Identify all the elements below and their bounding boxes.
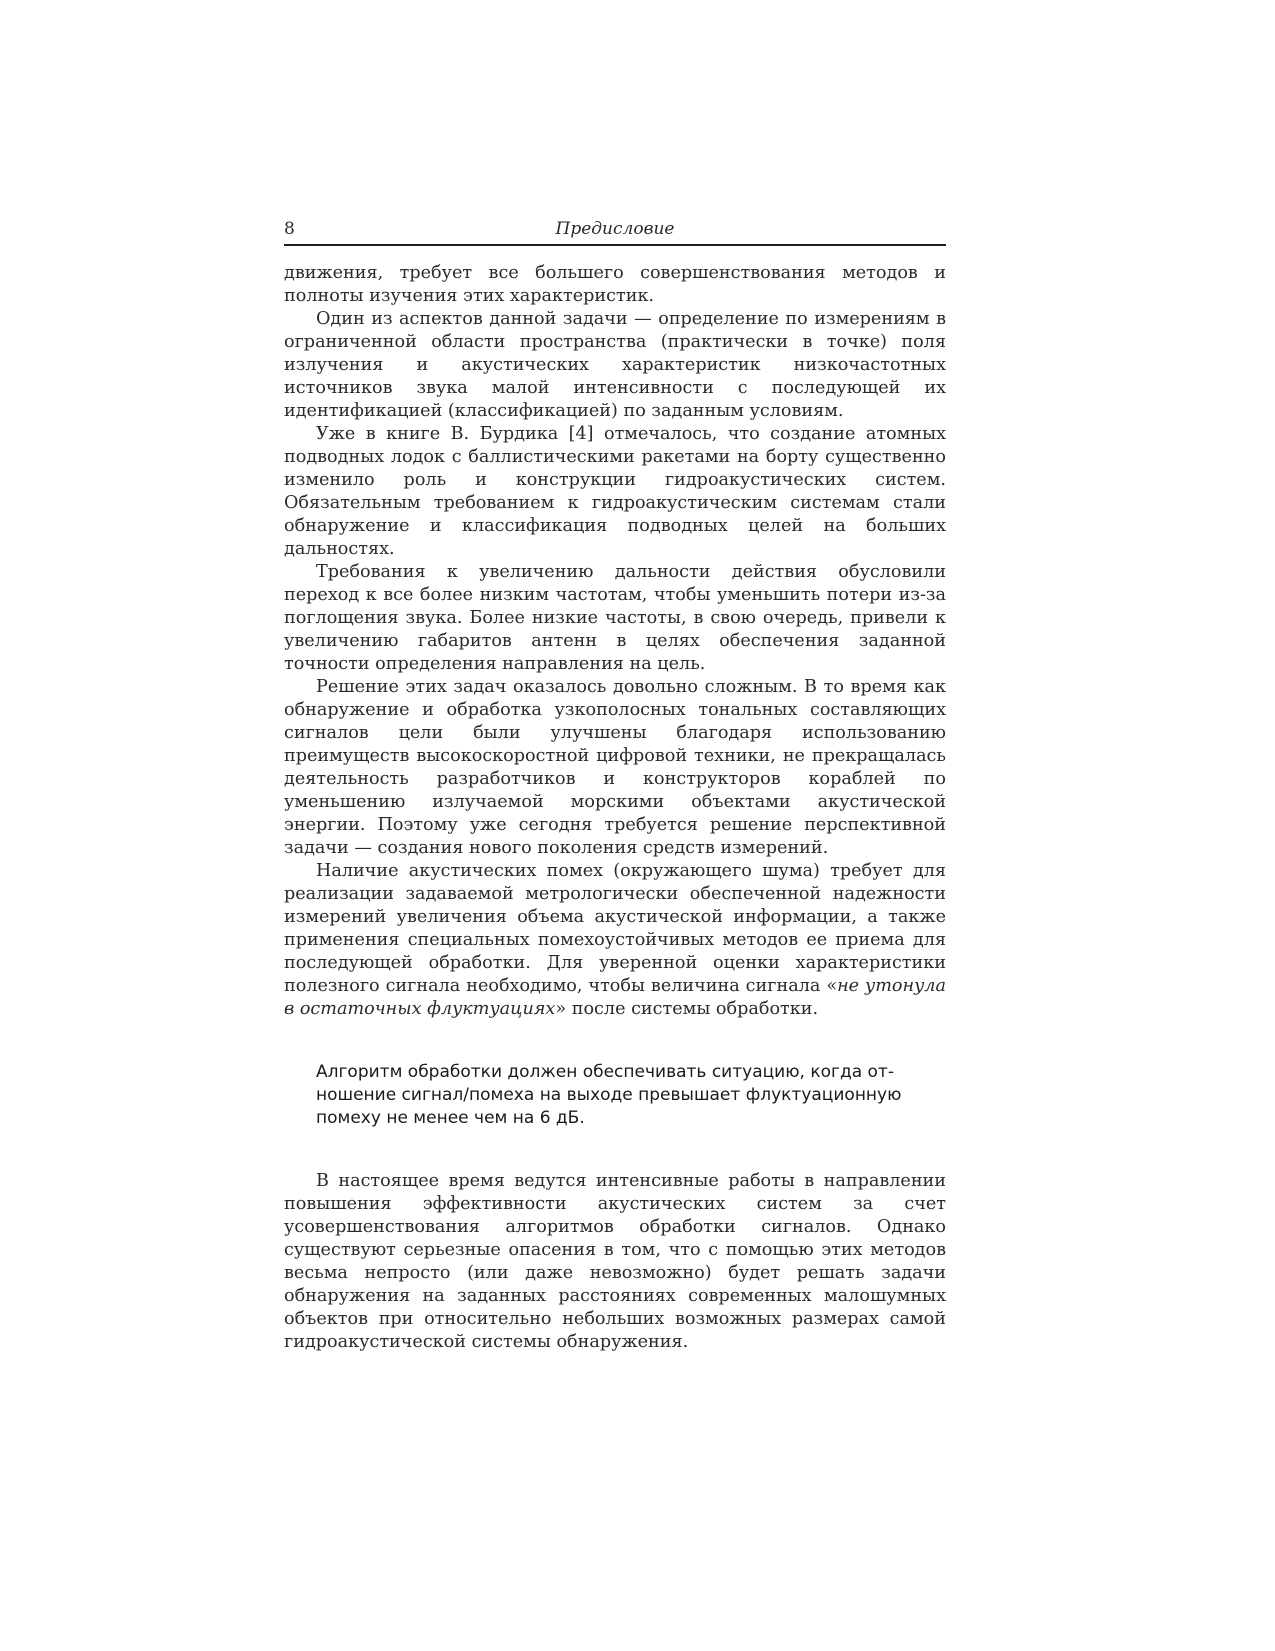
paragraph-frequencies: Требования к увеличению дальности действия обусловили переход к все более низким частотам, чтобы уменьшить потери из-за поглощения звука. Более низкие частоты, в свою очередь, привели к увеличению габаритов антенн в целях обеспечения заданной точности определения направления на цель. [284,562,946,674]
body-text [284,262,946,1354]
noise-text-start: Наличие акустических помех (окружающего шума) требует для реализации задаваемой метрологически обеспеченной надежности измерений увеличения объема акустической информации, а также применения специальных помехоустойчивых методов ее приема для последующей обработки. Для уверенной оценки характеристики полезного сигнала необходимо, чтобы величина сигнала « [284,861,946,996]
paragraph-current-work: В настоящее время ведутся интенсивные работы в направлении повышения эффективности акустических систем за счет усовершенствования алгоритмов обработки сигналов. Однако существуют серьезные опасения в том, что с помощью этих методов весьма непросто (или даже невозможно) будет решать задачи обнаружения на заданных расстояниях современных малошумных объектов при относительно небольших возможных размерах самой гидроакустической системы обнаружения. [284,1171,946,1352]
paragraph-aspects: Один из аспектов данной задачи — определение по измерениям в ограниченной области пространства (практически в точке) поля излучения и акустических характеристик низкочастотных источников звука малой интенсивности с последующей их идентификацией (классификацией) по заданным условиям. [284,309,946,421]
callout-line: ношение сигнал/помеха на выходе превышает флуктуационную [316,1085,902,1105]
highlighted-statement [316,1061,914,1130]
paragraph-noise [284,860,946,1021]
callout-line: Алгоритм обработки должен обеспечивать ситуацию, когда от- [316,1062,894,1082]
callout-line: помеху не менее чем на 6 дБ. [316,1108,585,1128]
running-title: Предисловие [555,219,675,239]
noise-italic-phrase: не утонула в остаточных флуктуациях [284,976,946,1019]
paragraph-burdick: Уже в книге В. Бурдика [4] отмечалось, что создание атомных подводных лодок с баллистическими ракетами на борту существенно изменило роль и конструкции гидроакустических систем. Обязательным требованием к гидроакустическим системам стали обнаружение и классификация подводных целей на больших дальностях. [284,424,946,559]
paragraph-solution: Решение этих задач оказалось довольно сложным. В то время как обнаружение и обработка узкополосных тональных составляющих сигналов цели были улучшены благодаря использованию преимуществ высокоскоростной цифровой техники, не прекращалась деятельность разработчиков и конструкторов кораблей по уменьшению излучаемой морскими объектами акустической энергии. Поэтому уже сегодня требуется решение перспективной задачи — создания нового поколения средств измерений. [284,677,946,858]
page-number: 8 [284,219,295,239]
paragraph-continuation: движения, требует все большего совершенствования методов и полноты изучения этих характеристик. [284,263,946,306]
running-head [284,218,946,246]
noise-text-end: » после системы обработки. [555,999,819,1019]
